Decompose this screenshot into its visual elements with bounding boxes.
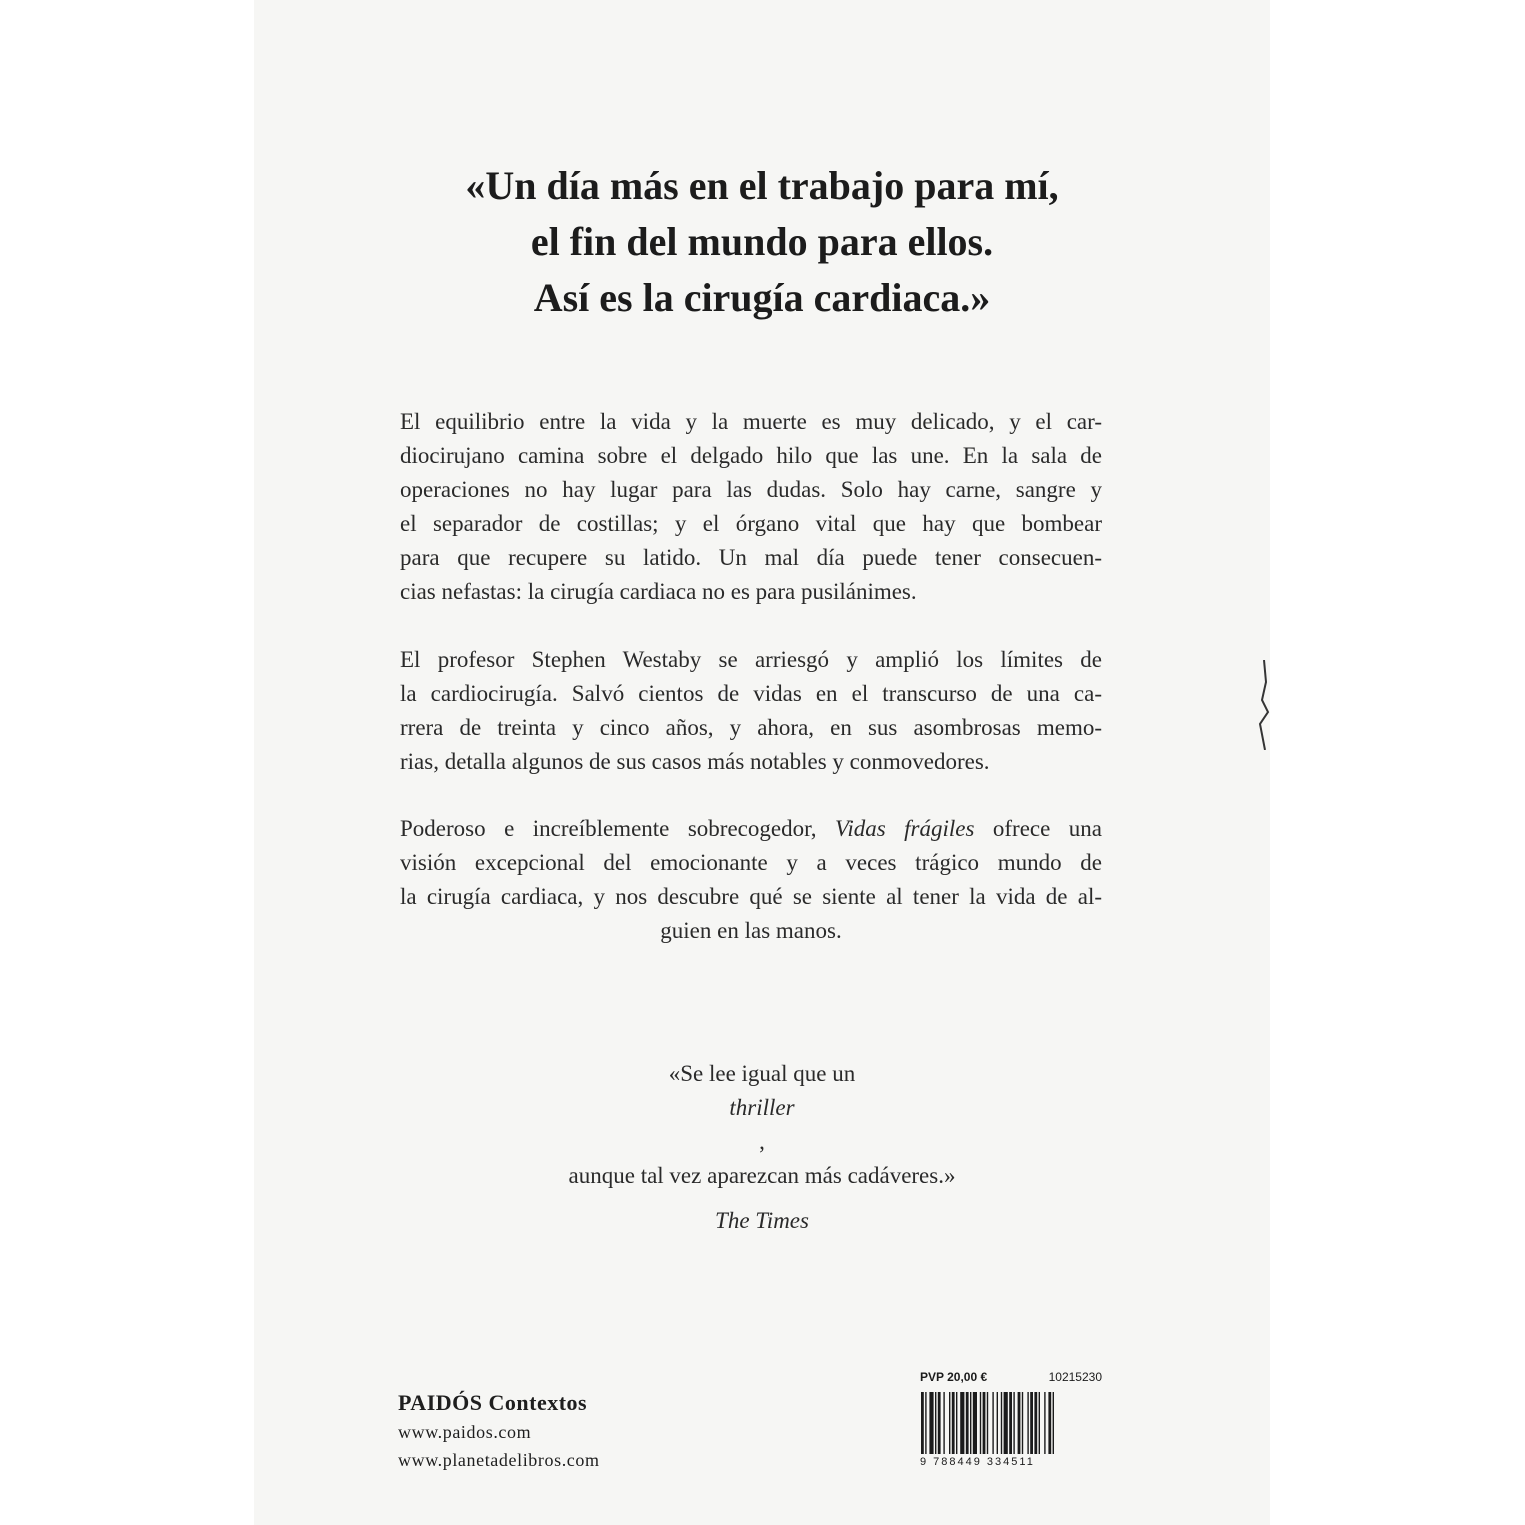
back-cover [254, 0, 1270, 1525]
edge-decoration [1258, 660, 1270, 750]
blurb-paragraph-1 [400, 405, 1102, 609]
blurb-line: la cardiocirugía. Salvó cientos de vidas en el transcurso de una ca- [400, 681, 1102, 706]
blurb-text: Poderoso e increíblemente sobrecogedor, [400, 816, 836, 841]
barcode-bar [921, 1392, 924, 1454]
blurb-line: El equilibrio entre la vida y la muerte es muy delicado, y el car- [400, 409, 1102, 434]
isbn-number: 9 788449 334511 [920, 1456, 1035, 1468]
barcode-bar [970, 1392, 971, 1454]
barcode-bar [997, 1392, 998, 1454]
review-line-2: aunque tal vez aparezcan más cadáveres.» [568, 1163, 956, 1188]
blurb-line: el separador de costillas; y el órgano vital que hay que bombear [400, 511, 1102, 536]
price-label: PVP 20,00 € [920, 1370, 988, 1384]
review-text: , [759, 1129, 765, 1154]
barcode-bar [983, 1392, 986, 1454]
review-source: The Times [715, 1208, 809, 1233]
barcode-bar [925, 1392, 926, 1454]
blurb-line: operaciones no hay lugar para las dudas. Solo hay carne, sangre y [400, 477, 1102, 502]
barcode-bar [1013, 1392, 1014, 1454]
barcode-image [920, 1392, 1102, 1454]
review-line-1 [254, 1057, 1270, 1159]
tagline-line-2: el fin del mundo para ellos. [530, 219, 994, 264]
barcode-bar [952, 1392, 955, 1454]
review-quote [254, 1057, 1270, 1238]
barcode-bar [949, 1392, 950, 1454]
book-title: Vidas frágiles [835, 816, 975, 841]
barcode-bar [1022, 1392, 1023, 1454]
barcode-bar [1053, 1392, 1054, 1454]
barcode-bar [1018, 1392, 1021, 1454]
tagline-line-1: «Un día más en el trabajo para mí, [465, 163, 1059, 208]
barcode-bar [992, 1392, 993, 1454]
blurb-line [400, 812, 1102, 846]
blurb-line: guien en las manos. [660, 918, 842, 943]
barcode-bar [1027, 1392, 1028, 1454]
barcode-bar [1034, 1392, 1037, 1454]
blurb-line: visión excepcional del emocionante y a veces trágico mundo de [400, 850, 1102, 875]
publisher-url-2: www.planetadelibros.com [398, 1450, 600, 1470]
barcode-bar [987, 1392, 988, 1454]
blurb-paragraph-3 [400, 812, 1102, 948]
blurb-line: El profesor Stephen Westaby se arriesgó y amplió los límites de [400, 647, 1102, 672]
review-italic: thriller [729, 1095, 795, 1120]
blurb-line: rrera de treinta y cinco años, y ahora, en sus asombrosas memo- [400, 715, 1102, 740]
publisher-block [398, 1388, 600, 1474]
barcode-bar [1044, 1392, 1045, 1454]
barcode-bar [938, 1392, 941, 1454]
barcode-block [920, 1368, 1102, 1468]
barcode-bar [1039, 1392, 1040, 1454]
blurb-paragraph-2 [400, 643, 1102, 779]
barcode-bar [929, 1392, 933, 1454]
blurb-line: la cirugía cardiaca, y nos descubre qué se siente al tener la vida de al- [400, 884, 1102, 909]
cover-tagline [254, 158, 1270, 326]
barcode-bar [1048, 1392, 1051, 1454]
blurb-line: para que recupere su latido. Un mal día puede tener consecuen- [400, 545, 1102, 570]
review-text: «Se lee igual que un [668, 1061, 856, 1086]
barcode-bar [1030, 1392, 1033, 1454]
barcode-bar [973, 1392, 977, 1454]
price-row [920, 1368, 1102, 1386]
barcode-bar [960, 1392, 964, 1454]
blurb-line: rias, detalla algunos de sus casos más notables y conmovedores. [400, 749, 990, 774]
barcode-bar [935, 1392, 936, 1454]
barcode-bar [966, 1392, 969, 1454]
publisher-url-1: www.paidos.com [398, 1422, 532, 1442]
tagline-line-3: Así es la cirugía cardiaca.» [533, 275, 991, 320]
barcode-bar [1004, 1392, 1008, 1454]
barcode-bar [980, 1392, 981, 1454]
product-code: 10215230 [1048, 1370, 1102, 1384]
barcode-bar [1009, 1392, 1012, 1454]
barcode-bar [943, 1392, 944, 1454]
blurb-text: ofrece una [974, 816, 1102, 841]
blurb-line: cias nefastas: la cirugía cardiaca no es para pusilánimes. [400, 579, 917, 604]
barcode-bar [1001, 1392, 1002, 1454]
publisher-imprint: PAIDÓS Contextos [398, 1390, 588, 1415]
barcode-bar [956, 1392, 957, 1454]
blurb-line: diocirujano camina sobre el delgado hilo que las une. En la sala de [400, 443, 1102, 468]
